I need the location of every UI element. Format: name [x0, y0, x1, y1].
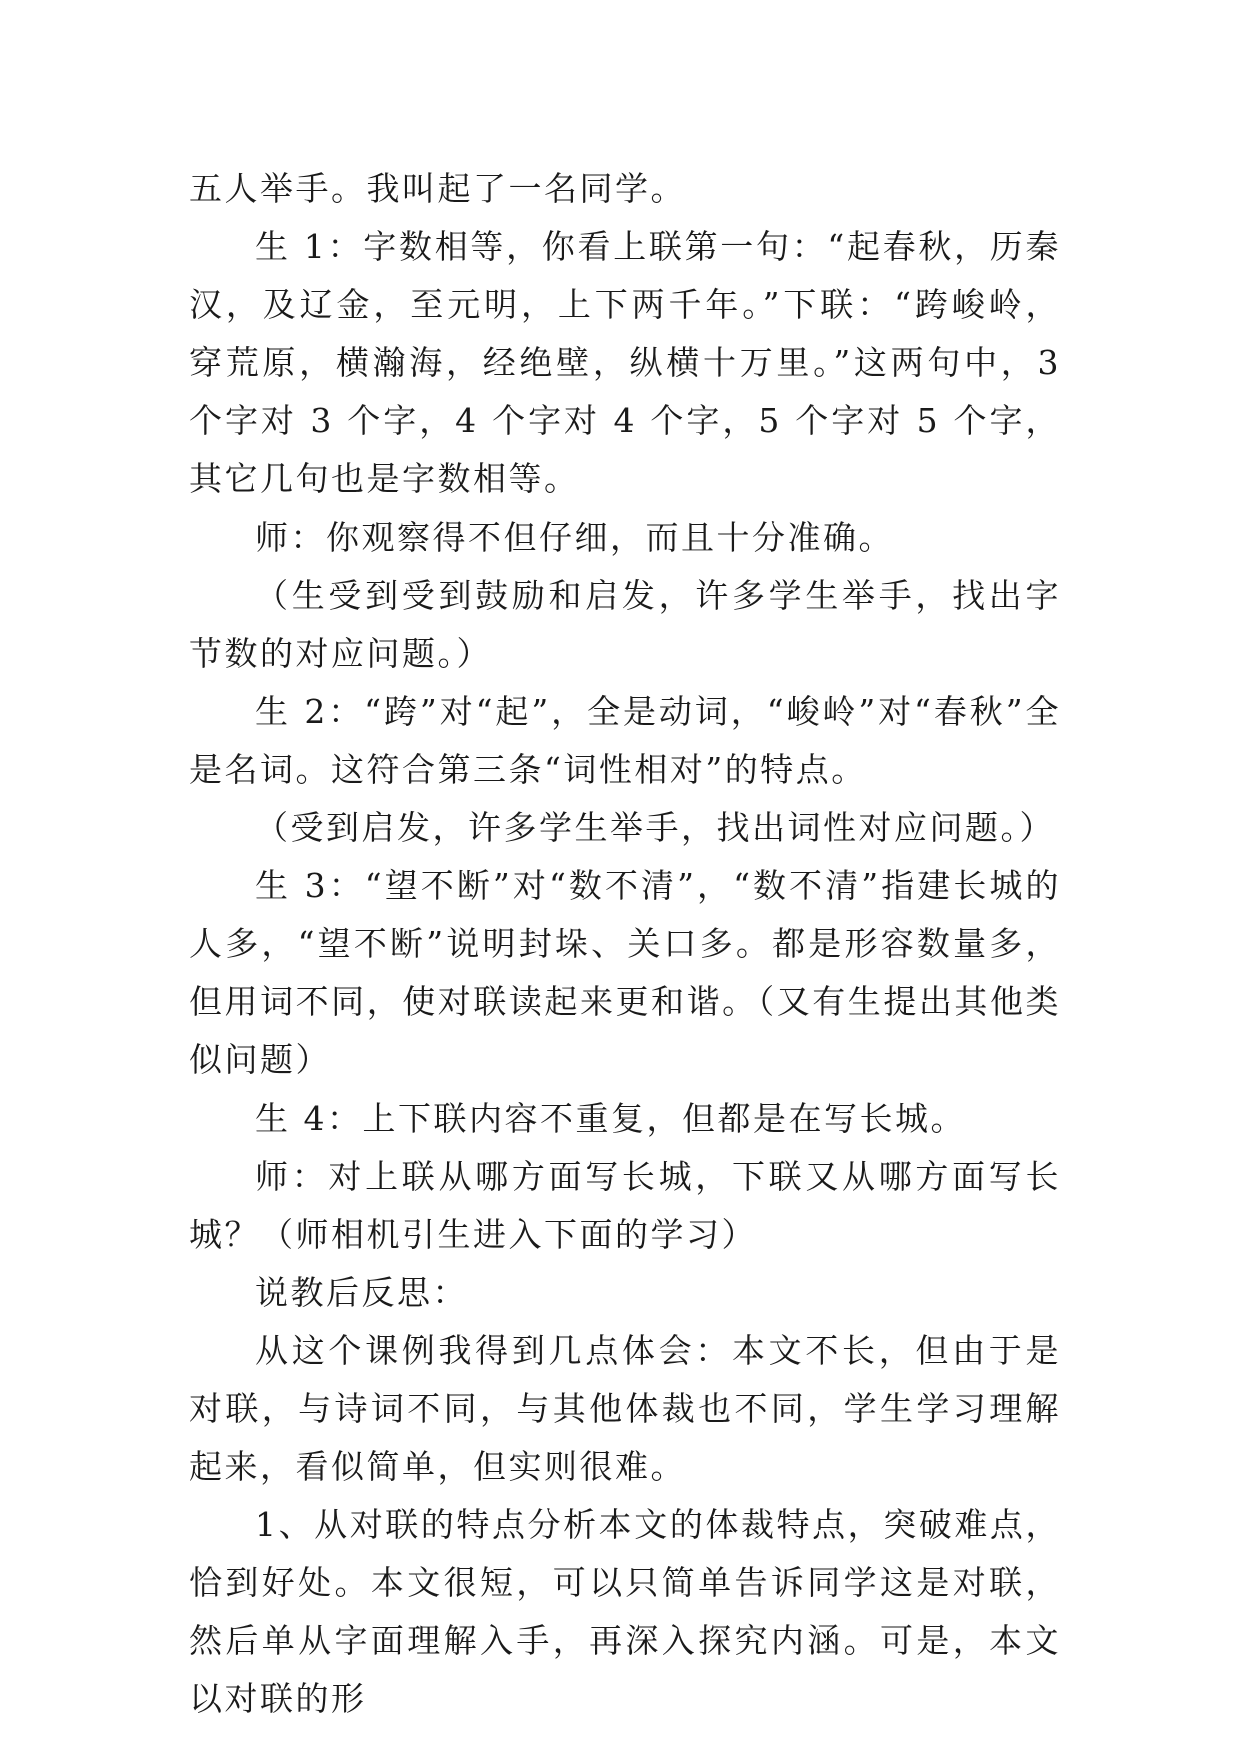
paragraph: 生 1：字数相等，你看上联第一句：“起春秋，历秦汉，及辽金，至元明，上下两千年。”下联：“跨峻岭，穿荒原，横瀚海，经绝壁，纵横十万里。”这两句中，3 个字对 3 个字，4 个字对 4 个字，5 个字对 5 个字，其它几句也是字数相等。	[189, 227, 1061, 499]
section-heading: 说教后反思：	[255, 1272, 468, 1312]
paragraph: 生 3：“望不断”对“数不清”，“数不清”指建长城的人多，“望不断”说明封垛、关口多。都是形容数量多，但用词不同，使对联读起来更和谐。（又有生提出其他类似问题）	[189, 866, 1061, 1080]
paragraph: （生受到受到鼓励和启发，许多学生举手，找出字节数的对应问题。）	[189, 575, 1061, 673]
paragraph: 师：对上联从哪方面写长城，下联又从哪方面写长城？（师相机引生进入下面的学习）	[189, 1156, 1061, 1254]
paragraph: 生 2：“跨”对“起”，全是动词，“峻岭”对“春秋”全是名词。这符合第三条“词性相对”的特点。	[189, 691, 1061, 789]
paragraph: 师：你观察得不但仔细，而且十分准确。	[255, 517, 894, 557]
paragraph: 1、从对联的特点分析本文的体裁特点，突破难点，恰到好处。本文很短，可以只简单告诉同学这是对联，然后单从字面理解入手，再深入探究内涵。可是，本文以对联的形	[189, 1505, 1061, 1719]
paragraph: （受到启发，许多学生举手，找出词性对应问题。）	[255, 808, 1055, 848]
document-body	[189, 160, 1061, 1729]
paragraph: 从这个课例我得到几点体会：本文不长，但由于是对联，与诗词不同，与其他体裁也不同，学生学习理解起来，看似简单，但实则很难。	[189, 1330, 1061, 1487]
paragraph: 五人举手。我叫起了一名同学。	[189, 169, 686, 208]
paragraph: 生 4：上下联内容不重复，但都是在写长城。	[255, 1098, 966, 1138]
